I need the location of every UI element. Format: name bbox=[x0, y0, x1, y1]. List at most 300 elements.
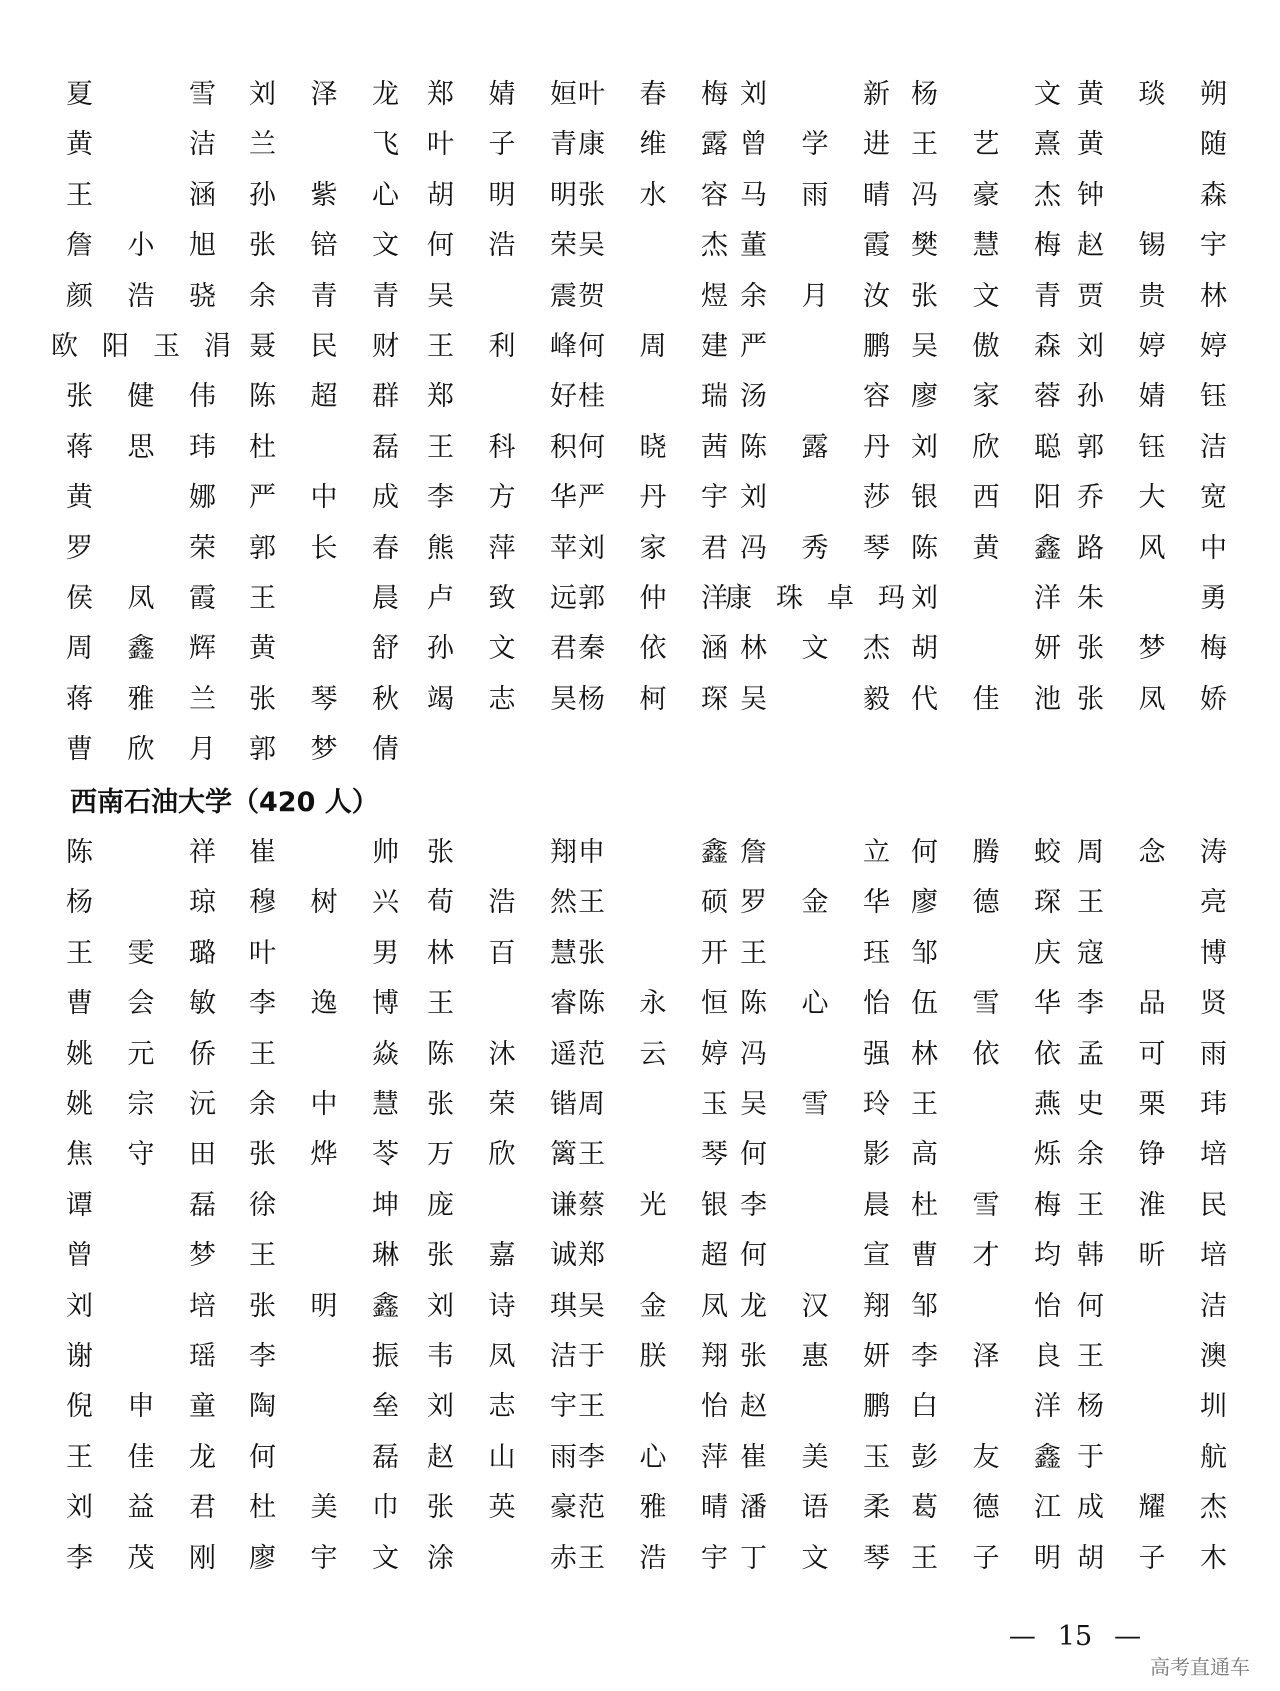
person-name bbox=[1077, 979, 1227, 1029]
name-char: 雨 bbox=[1200, 1038, 1227, 1070]
name-char: 李 bbox=[249, 988, 276, 1020]
name-char: 叶 bbox=[427, 129, 454, 161]
name-char: 萍 bbox=[701, 1441, 728, 1473]
name-char: 树 bbox=[310, 887, 338, 919]
person-name bbox=[578, 1080, 728, 1130]
name-char: 高 bbox=[911, 1139, 938, 1171]
name-char: 青 bbox=[372, 280, 399, 312]
person-name bbox=[427, 1382, 577, 1432]
name-char: 姚 bbox=[66, 1038, 93, 1070]
name-row bbox=[0, 1181, 1280, 1231]
person-name bbox=[740, 1181, 890, 1231]
name-char: 杜 bbox=[911, 1189, 938, 1221]
name-char: 磊 bbox=[372, 1441, 399, 1473]
name-row bbox=[0, 1080, 1280, 1130]
name-char: 婷 bbox=[1200, 331, 1227, 362]
name-char: 周 bbox=[639, 331, 667, 362]
name-char: 君 bbox=[701, 532, 728, 564]
name-char: 耀 bbox=[1138, 1492, 1166, 1524]
person-name bbox=[249, 675, 399, 725]
name-char: 露 bbox=[701, 129, 728, 161]
name-char: 荣 bbox=[550, 230, 577, 262]
person-name bbox=[427, 221, 577, 271]
person-name bbox=[740, 1382, 890, 1432]
name-char: 志 bbox=[488, 683, 516, 715]
name-char: 涵 bbox=[701, 633, 728, 665]
name-char: 明 bbox=[488, 179, 516, 211]
name-char: 涂 bbox=[427, 1542, 454, 1574]
name-char: 杨 bbox=[911, 79, 938, 110]
person-name bbox=[740, 1483, 890, 1533]
person-name bbox=[66, 675, 216, 725]
name-char: 李 bbox=[427, 482, 454, 514]
person-name bbox=[1077, 120, 1227, 170]
name-char: 姮 bbox=[550, 79, 577, 110]
person-name bbox=[578, 171, 728, 221]
name-char: 仲 bbox=[639, 583, 667, 614]
name-char: 容 bbox=[863, 381, 890, 413]
name-char: 李 bbox=[1077, 988, 1104, 1020]
name-char: 罗 bbox=[66, 532, 93, 564]
name-char: 培 bbox=[1200, 1139, 1227, 1171]
person-name bbox=[1077, 1030, 1227, 1080]
name-char: 伍 bbox=[911, 988, 938, 1020]
name-char: 王 bbox=[249, 1038, 276, 1070]
name-char: 昕 bbox=[1138, 1240, 1166, 1272]
name-char: 王 bbox=[740, 937, 767, 969]
name-char: 晴 bbox=[701, 1492, 728, 1524]
name-char: 慧 bbox=[550, 937, 577, 969]
person-name bbox=[578, 372, 728, 422]
person-name bbox=[911, 624, 1061, 674]
name-char: 廖 bbox=[249, 1542, 276, 1574]
name-char: 鑫 bbox=[372, 1290, 399, 1322]
person-name bbox=[911, 1483, 1061, 1533]
name-char: 森 bbox=[1200, 179, 1227, 211]
name-char: 峰 bbox=[550, 331, 577, 362]
name-char: 超 bbox=[701, 1240, 728, 1272]
person-name bbox=[740, 979, 890, 1029]
person-name bbox=[66, 1433, 216, 1483]
person-name bbox=[1077, 372, 1227, 422]
name-char: 婧 bbox=[488, 79, 516, 110]
name-char: 玲 bbox=[863, 1089, 890, 1120]
person-name bbox=[911, 171, 1061, 221]
name-char: 文 bbox=[801, 633, 829, 665]
name-char: 泽 bbox=[310, 79, 338, 110]
name-char: 洋 bbox=[1034, 1391, 1061, 1423]
person-name bbox=[740, 171, 890, 221]
name-char: 群 bbox=[372, 381, 399, 413]
name-char: 铮 bbox=[1138, 1139, 1166, 1171]
name-char: 黄 bbox=[249, 633, 276, 665]
name-char: 锫 bbox=[310, 230, 338, 262]
name-char: 詹 bbox=[740, 837, 767, 868]
person-name bbox=[1077, 675, 1227, 725]
person-name bbox=[1077, 1332, 1227, 1382]
name-row bbox=[0, 1382, 1280, 1432]
name-row bbox=[0, 372, 1280, 422]
name-row bbox=[0, 524, 1280, 574]
name-char: 詹 bbox=[66, 230, 93, 262]
person-name bbox=[740, 1080, 890, 1130]
name-row bbox=[0, 473, 1280, 523]
name-char: 蒋 bbox=[66, 683, 93, 715]
name-char: 张 bbox=[911, 280, 938, 312]
name-char: 明 bbox=[310, 1290, 338, 1322]
name-char: 吴 bbox=[740, 683, 767, 715]
person-name bbox=[427, 322, 577, 372]
name-char: 刘 bbox=[911, 431, 938, 463]
name-char: 彭 bbox=[911, 1441, 938, 1473]
name-char: 宇 bbox=[310, 1542, 338, 1574]
name-char: 杰 bbox=[701, 230, 728, 262]
name-char: 晨 bbox=[863, 1189, 890, 1221]
name-char: 维 bbox=[639, 129, 667, 161]
person-name bbox=[1077, 272, 1227, 322]
name-char: 徐 bbox=[249, 1189, 276, 1221]
person-name bbox=[249, 725, 399, 775]
person-name bbox=[249, 322, 399, 372]
name-char: 姚 bbox=[66, 1089, 93, 1120]
name-char: 樊 bbox=[911, 230, 938, 262]
person-name bbox=[1077, 1080, 1227, 1130]
person-name bbox=[911, 1080, 1061, 1130]
name-char: 秦 bbox=[578, 633, 605, 665]
name-char: 郭 bbox=[578, 583, 605, 614]
name-char: 雅 bbox=[639, 1492, 667, 1524]
name-char: 山 bbox=[488, 1441, 516, 1473]
name-char: 白 bbox=[911, 1391, 938, 1423]
name-char: 胡 bbox=[1077, 1542, 1104, 1574]
name-char: 刘 bbox=[427, 1391, 454, 1423]
person-name bbox=[1077, 574, 1227, 624]
person-name bbox=[578, 524, 728, 574]
person-name bbox=[1077, 878, 1227, 928]
person-name bbox=[427, 574, 577, 624]
name-char: 月 bbox=[801, 280, 829, 312]
person-name bbox=[578, 1382, 728, 1432]
name-char: 傲 bbox=[972, 331, 1000, 362]
name-char: 豪 bbox=[550, 1492, 577, 1524]
person-name bbox=[427, 1534, 577, 1584]
name-char: 赤 bbox=[550, 1542, 577, 1574]
person-name bbox=[1077, 929, 1227, 979]
name-row bbox=[0, 1130, 1280, 1180]
name-row bbox=[0, 1433, 1280, 1483]
name-char: 朕 bbox=[639, 1341, 667, 1372]
name-char: 明 bbox=[550, 179, 577, 211]
name-char: 新 bbox=[863, 79, 890, 110]
name-char: 学 bbox=[801, 129, 829, 161]
name-char: 青 bbox=[550, 129, 577, 161]
name-char: 路 bbox=[1077, 532, 1104, 564]
name-char: 卢 bbox=[427, 583, 454, 614]
name-char: 陈 bbox=[427, 1038, 454, 1070]
person-name bbox=[725, 574, 905, 624]
name-char: 申 bbox=[578, 837, 605, 868]
name-char: 翔 bbox=[701, 1341, 728, 1372]
name-char: 洁 bbox=[1200, 1290, 1227, 1322]
name-char: 旭 bbox=[189, 230, 216, 262]
name-char: 中 bbox=[310, 1089, 338, 1120]
name-char: 荣 bbox=[488, 1089, 516, 1120]
name-char: 守 bbox=[127, 1139, 155, 1171]
name-char: 进 bbox=[863, 129, 890, 161]
name-char: 梦 bbox=[310, 734, 338, 766]
name-char: 何 bbox=[740, 1240, 767, 1272]
name-char: 孙 bbox=[1077, 381, 1104, 413]
person-name bbox=[249, 574, 399, 624]
name-char: 晨 bbox=[372, 583, 399, 614]
name-char: 良 bbox=[1034, 1341, 1061, 1372]
name-char: 胡 bbox=[427, 179, 454, 211]
person-name bbox=[578, 423, 728, 473]
person-name bbox=[578, 1282, 728, 1332]
name-char: 琼 bbox=[189, 887, 216, 919]
page-number-dash-right: — bbox=[1114, 1621, 1142, 1652]
name-char: 月 bbox=[189, 734, 216, 766]
person-name bbox=[911, 1030, 1061, 1080]
name-char: 才 bbox=[972, 1240, 1000, 1272]
person-name bbox=[427, 1080, 577, 1130]
name-char: 利 bbox=[488, 331, 516, 362]
person-name bbox=[66, 725, 216, 775]
page-number-dash-left: — bbox=[1008, 1621, 1036, 1652]
name-char: 雅 bbox=[127, 683, 155, 715]
person-name bbox=[1077, 1130, 1227, 1180]
person-name bbox=[66, 70, 216, 120]
name-char: 凤 bbox=[701, 1290, 728, 1322]
name-char: 光 bbox=[639, 1189, 667, 1221]
person-name bbox=[578, 221, 728, 271]
name-char: 熊 bbox=[427, 532, 454, 564]
person-name bbox=[427, 1433, 577, 1483]
person-name bbox=[427, 1483, 577, 1533]
person-name bbox=[911, 1382, 1061, 1432]
person-name bbox=[578, 1433, 728, 1483]
name-char: 艺 bbox=[972, 129, 1000, 161]
name-char: 洋 bbox=[1034, 583, 1061, 614]
person-name bbox=[249, 1130, 399, 1180]
name-char: 浩 bbox=[639, 1542, 667, 1574]
name-char: 黄 bbox=[1077, 79, 1104, 110]
name-char: 青 bbox=[310, 280, 338, 312]
name-char: 王 bbox=[578, 1139, 605, 1171]
name-char: 文 bbox=[1034, 79, 1061, 110]
name-char: 王 bbox=[1077, 1341, 1104, 1372]
name-char: 沅 bbox=[189, 1089, 216, 1120]
person-name bbox=[578, 624, 728, 674]
name-char: 严 bbox=[740, 331, 767, 362]
name-char: 博 bbox=[1200, 937, 1227, 969]
name-char: 佳 bbox=[127, 1441, 155, 1473]
name-char: 寇 bbox=[1077, 937, 1104, 969]
person-name bbox=[911, 1130, 1061, 1180]
name-char: 丁 bbox=[740, 1542, 767, 1574]
name-char: 钰 bbox=[1138, 431, 1166, 463]
person-name bbox=[66, 372, 216, 422]
name-char: 郑 bbox=[427, 79, 454, 110]
name-char: 磊 bbox=[372, 431, 399, 463]
person-name bbox=[911, 473, 1061, 523]
name-char: 珠 bbox=[776, 583, 803, 614]
name-char: 范 bbox=[578, 1038, 605, 1070]
person-name bbox=[911, 1332, 1061, 1382]
name-row bbox=[0, 322, 1280, 372]
name-char: 霞 bbox=[863, 230, 890, 262]
name-char: 欣 bbox=[972, 431, 1000, 463]
person-name bbox=[427, 929, 577, 979]
name-char: 林 bbox=[427, 937, 454, 969]
person-name bbox=[427, 524, 577, 574]
name-char: 贵 bbox=[1138, 280, 1166, 312]
name-char: 王 bbox=[66, 1441, 93, 1473]
name-char: 华 bbox=[550, 482, 577, 514]
name-char: 金 bbox=[639, 1290, 667, 1322]
person-name bbox=[578, 878, 728, 928]
name-char: 秀 bbox=[801, 532, 829, 564]
name-char: 谭 bbox=[66, 1189, 93, 1221]
name-char: 毅 bbox=[863, 683, 890, 715]
name-char: 贤 bbox=[1200, 988, 1227, 1020]
name-char: 心 bbox=[639, 1441, 667, 1473]
name-char: 洋 bbox=[701, 583, 728, 614]
name-char: 郭 bbox=[249, 734, 276, 766]
name-char: 辉 bbox=[189, 633, 216, 665]
person-name bbox=[249, 1080, 399, 1130]
name-char: 何 bbox=[1077, 1290, 1104, 1322]
person-name bbox=[427, 1231, 577, 1281]
name-char: 磊 bbox=[189, 1189, 216, 1221]
name-char: 吴 bbox=[578, 230, 605, 262]
name-char: 王 bbox=[427, 988, 454, 1020]
name-char: 刘 bbox=[578, 532, 605, 564]
person-name bbox=[249, 1332, 399, 1382]
name-char: 江 bbox=[1034, 1492, 1061, 1524]
name-char: 慧 bbox=[972, 230, 1000, 262]
name-char: 李 bbox=[740, 1189, 767, 1221]
name-char: 兰 bbox=[249, 129, 276, 161]
person-name bbox=[578, 70, 728, 120]
name-char: 华 bbox=[1034, 988, 1061, 1020]
name-char: 汝 bbox=[863, 280, 890, 312]
name-char: 周 bbox=[578, 1089, 605, 1120]
name-char: 霞 bbox=[189, 583, 216, 614]
name-char: 文 bbox=[488, 633, 516, 665]
person-name bbox=[249, 524, 399, 574]
name-char: 民 bbox=[1200, 1189, 1227, 1221]
name-char: 水 bbox=[639, 179, 667, 211]
name-char: 雪 bbox=[972, 1189, 1000, 1221]
name-char: 百 bbox=[488, 937, 516, 969]
watermark: 高考直通车 bbox=[1150, 1655, 1250, 1679]
name-char: 赵 bbox=[1077, 230, 1104, 262]
name-row bbox=[0, 725, 1280, 775]
name-char: 明 bbox=[1034, 1542, 1061, 1574]
name-char: 王 bbox=[911, 1089, 938, 1120]
name-char: 德 bbox=[972, 1492, 1000, 1524]
person-name bbox=[911, 1231, 1061, 1281]
person-name bbox=[578, 120, 728, 170]
name-char: 何 bbox=[578, 431, 605, 463]
person-name bbox=[1077, 171, 1227, 221]
name-char: 崔 bbox=[740, 1441, 767, 1473]
name-char: 宇 bbox=[1200, 230, 1227, 262]
name-char: 张 bbox=[249, 1290, 276, 1322]
name-char: 吴 bbox=[578, 1290, 605, 1322]
name-char: 煜 bbox=[701, 280, 728, 312]
person-name bbox=[740, 1030, 890, 1080]
name-char: 垒 bbox=[372, 1391, 399, 1423]
name-char: 远 bbox=[550, 583, 577, 614]
name-char: 琴 bbox=[310, 683, 338, 715]
name-char: 兰 bbox=[189, 683, 216, 715]
name-char: 宇 bbox=[701, 482, 728, 514]
name-char: 风 bbox=[1138, 532, 1166, 564]
person-name bbox=[1077, 1231, 1227, 1281]
name-char: 郭 bbox=[1077, 431, 1104, 463]
name-char: 中 bbox=[1200, 532, 1227, 564]
name-char: 成 bbox=[1077, 1492, 1104, 1524]
name-char: 涓 bbox=[204, 331, 231, 362]
person-name bbox=[911, 929, 1061, 979]
name-char: 凤 bbox=[127, 583, 155, 614]
person-name bbox=[249, 1534, 399, 1584]
name-char: 王 bbox=[578, 1391, 605, 1423]
name-char: 余 bbox=[249, 280, 276, 312]
name-char: 腾 bbox=[972, 837, 1000, 868]
person-name bbox=[249, 1030, 399, 1080]
name-char: 宗 bbox=[127, 1089, 155, 1120]
name-char: 琳 bbox=[372, 1240, 399, 1272]
name-char: 浩 bbox=[127, 280, 155, 312]
name-char: 蓉 bbox=[1034, 381, 1061, 413]
person-name bbox=[1077, 1534, 1227, 1584]
name-char: 梦 bbox=[1138, 633, 1166, 665]
name-char: 汉 bbox=[801, 1290, 829, 1322]
name-char: 龙 bbox=[372, 79, 399, 110]
person-name bbox=[911, 1282, 1061, 1332]
name-char: 澳 bbox=[1200, 1341, 1227, 1372]
name-char: 吴 bbox=[740, 1089, 767, 1120]
name-char: 蒋 bbox=[66, 431, 93, 463]
name-char: 王 bbox=[911, 1542, 938, 1574]
name-char: 康 bbox=[578, 129, 605, 161]
name-char: 巾 bbox=[372, 1492, 399, 1524]
name-char: 王 bbox=[1077, 1189, 1104, 1221]
name-char: 妍 bbox=[863, 1341, 890, 1372]
name-char: 曾 bbox=[740, 129, 767, 161]
name-char: 王 bbox=[578, 1542, 605, 1574]
person-name bbox=[740, 120, 890, 170]
name-char: 随 bbox=[1200, 129, 1227, 161]
name-char: 浩 bbox=[488, 887, 516, 919]
name-char: 于 bbox=[1077, 1441, 1104, 1473]
person-name bbox=[427, 120, 577, 170]
name-char: 子 bbox=[1138, 1542, 1166, 1574]
name-char: 森 bbox=[1034, 331, 1061, 362]
name-char: 琛 bbox=[701, 683, 728, 715]
person-name bbox=[66, 171, 216, 221]
name-char: 西 bbox=[972, 482, 1000, 514]
name-char: 杨 bbox=[66, 887, 93, 919]
name-char: 严 bbox=[578, 482, 605, 514]
name-char: 烁 bbox=[1034, 1139, 1061, 1171]
person-name bbox=[740, 524, 890, 574]
name-char: 张 bbox=[427, 837, 454, 868]
name-char: 好 bbox=[550, 381, 577, 413]
